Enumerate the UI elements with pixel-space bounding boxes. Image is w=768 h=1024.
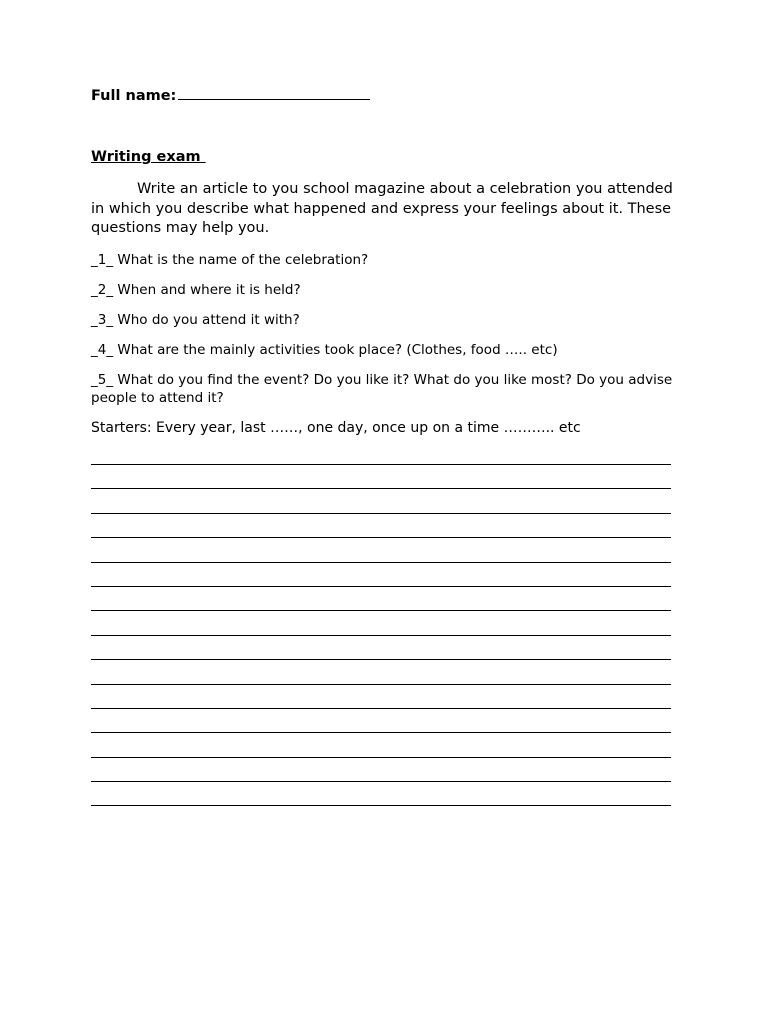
question-2: _2_ When and where it is held? bbox=[91, 282, 301, 298]
question-5: _5_ What do you find the event? Do you like it? What do you like most? Do you advise people to attend it? bbox=[91, 372, 673, 406]
answer-line[interactable] bbox=[91, 758, 671, 782]
answer-lines[interactable] bbox=[91, 464, 671, 806]
question-1: _1_ What is the name of the celebration? bbox=[91, 252, 369, 268]
answer-line[interactable] bbox=[91, 709, 671, 733]
answer-line[interactable] bbox=[91, 733, 671, 757]
answer-line[interactable] bbox=[91, 660, 671, 684]
starters-hint: Starters: Every year, last ……, one day, once up on a time ……….. etc bbox=[91, 420, 581, 436]
exam-instructions: Write an article to you school magazine about a celebration you attended in which you describe what happened and express your feelings about it. These questions may help you. bbox=[91, 181, 673, 236]
answer-line[interactable] bbox=[91, 587, 671, 611]
answer-line[interactable] bbox=[91, 465, 671, 489]
full-name-blank[interactable] bbox=[178, 85, 370, 100]
answer-line[interactable] bbox=[91, 782, 671, 806]
answer-line[interactable] bbox=[91, 489, 671, 513]
exam-title: Writing exam bbox=[91, 149, 206, 165]
full-name-row bbox=[91, 85, 370, 104]
answer-line[interactable] bbox=[91, 611, 671, 635]
full-name-label: Full name: bbox=[91, 88, 177, 104]
answer-line[interactable] bbox=[91, 636, 671, 660]
answer-line[interactable] bbox=[91, 685, 671, 709]
question-4: _4_ What are the mainly activities took place? (Clothes, food ….. etc) bbox=[91, 342, 558, 358]
answer-line[interactable] bbox=[91, 514, 671, 538]
question-3: _3_ Who do you attend it with? bbox=[91, 312, 300, 328]
answer-line[interactable] bbox=[91, 563, 671, 587]
answer-line[interactable] bbox=[91, 538, 671, 562]
